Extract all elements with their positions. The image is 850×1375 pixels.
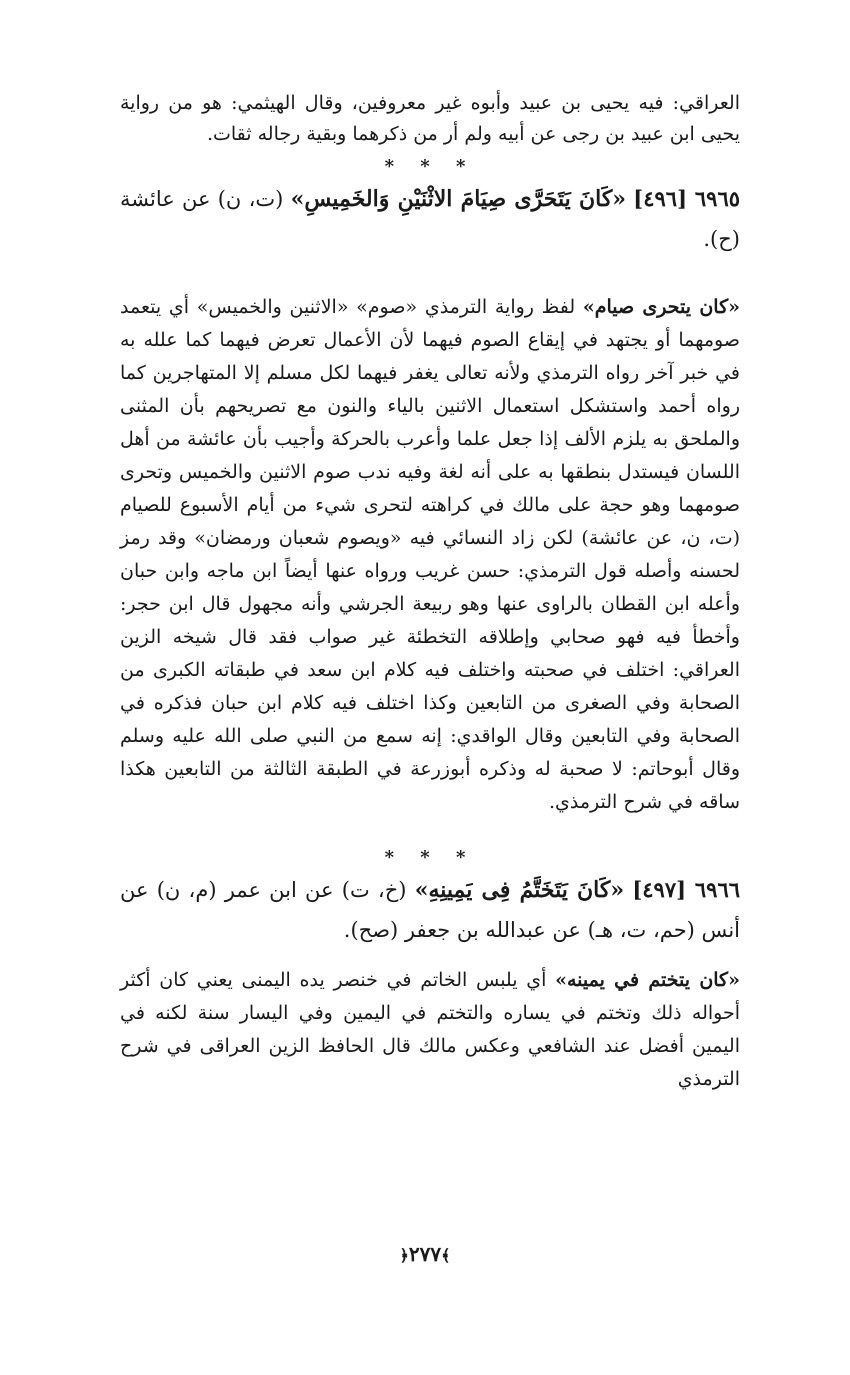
commentary-text: أي يلبس الخاتم في خنصر يده اليمنى يعني كان أكثر أحواله ذلك وتختم في يساره والتختم في اليمين وفي اليسار سنة لكنه في اليمين أفضل عند الشافعي وعكس مالك قال الحافظ الزين العراقى في شرح الترمذي bbox=[120, 969, 740, 1090]
page-body bbox=[120, 88, 740, 1096]
page-number bbox=[0, 1242, 850, 1266]
hadith-sources: (ت، ن) عن عائشة (ح). bbox=[120, 187, 740, 251]
commentary-text: لفظ رواية الترمذي «صوم» «الاثنين والخميس» أي يتعمد صومهما أو يجتهد في إيقاع الصوم فيهما لأن الأعمال تعرض فيهما كما علله به في خبر آخر رواه الترمذي ولأنه تعالى يغفر فيهما لكل مسلم إلا المتهاجرين كما رواه أحمد واستشكل استعمال الاثنين بالياء والنون مع تصريحهم بأن المثنى والملحق به يلزم الألف إذا جعل علما وأعرب بالحركة وأجيب بأن عائشة من أهل اللسان فيستدل بنطقها به على أنه لغة وفيه ندب صوم الاثنين والخميس وتحرى صومهما وهو حجة على مالك في كراهته لتحرى شيء من أيام الأسبوع للصيام (ت، ن، عن عائشة) لكن زاد النسائي فيه «ويصوم شعبان ورمضان» وقد رمز لحسنه وأصله قول الترمذي: حسن غريب ورواه عنها أيضاً ابن ماجه وابن حبان وأعله ابن القطان بالراوى عنها وهو ربيعة الجرشي وأنه مجهول قال ابن حجر: وأخطأ فيه فهو صحابي وإطلاقه التخطئة غير صواب فقد قال شيخه الزين العراقي: اختلف في صحبته واختلف فيه كلام ابن سعد في طبقاته الكبرى من الصحابة وفي الصغرى من التابعين وكذا اختلف فيه كلام ابن حبان فذكره في الصحابة وفي التابعين وقال الواقدي: إنه سمع من النبي صلى الله عليه وسلم وقال أبوحاتم: لا صحبة له وذكره أبوزرعة في الطبقة الثالثة من التابعين هكذا ساقه في شرح الترمذي. bbox=[120, 296, 740, 813]
page-number-value: ٢٧٧ bbox=[408, 1242, 442, 1266]
commentary-lemma: «كان يتختم في يمينه» bbox=[555, 969, 740, 991]
page-number-ornament-right: ﴾ bbox=[441, 1246, 451, 1265]
previous-entry-continuation: العراقي: فيه يحيى بن عبيد وأبوه غير معروفين، وقال الهيثمي: هو من رواية يحيى ابن عبيد بن رجى عن أبيه ولم أر من ذكرهما وبقية رجاله ثقات. bbox=[120, 92, 740, 145]
hadith-text: «كَانَ يَتَخَتَّمُ فِى يَمِينِهِ» bbox=[414, 877, 625, 903]
entry-number: ٦٩٦٦ [٤٩٧] bbox=[632, 877, 741, 902]
page-number-ornament-left: ﴿ bbox=[399, 1246, 409, 1265]
hadith-entry-6966 bbox=[120, 870, 740, 950]
section-separator-2: * * * bbox=[384, 847, 476, 868]
hadith-entry-6965 bbox=[120, 179, 740, 259]
commentary-6965 bbox=[120, 291, 740, 819]
hadith-sources: (خ، ت) عن ابن عمر (م، ن) عن أنس (حم، ت، هـ) عن عبدالله بن جعفر (صح). bbox=[120, 878, 740, 942]
commentary-6966 bbox=[120, 964, 740, 1096]
section-separator: * * * bbox=[384, 156, 476, 177]
hadith-text: «كَانَ يَتَحَرَّى صِيَامَ الاثْنَيْنِ وَالخَمِيسِ» bbox=[290, 186, 627, 212]
commentary-lemma: «كان يتحرى صيام» bbox=[582, 296, 740, 318]
entry-number: ٦٩٦٥ [٤٩٦] bbox=[633, 186, 741, 211]
